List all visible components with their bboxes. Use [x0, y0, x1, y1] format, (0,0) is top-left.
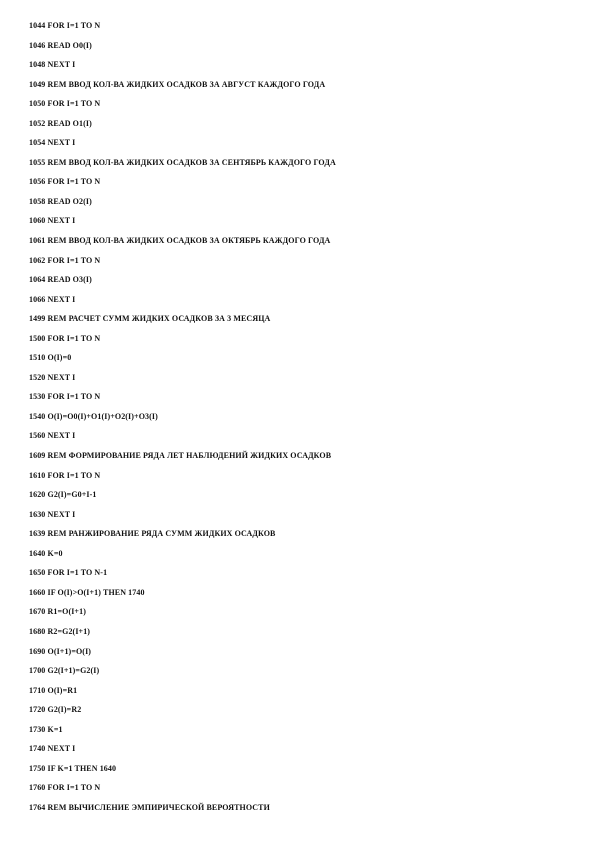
code-line: 1640 K=0: [29, 548, 63, 558]
code-line: 1670 R1=O(I+1): [29, 607, 86, 617]
code-line: 1062 FOR I=1 TO N: [29, 255, 101, 265]
code-line: 1499 REM РАСЧЕТ СУММ ЖИДКИХ ОСАДКОВ ЗА 3 МЕСЯЦА: [29, 314, 271, 324]
code-line: 1750 IF K=1 THEN 1640: [29, 763, 117, 773]
code-line: 1058 READ O2(I): [29, 196, 92, 206]
code-line: 1520 NEXT I: [29, 372, 76, 382]
code-line: 1560 NEXT I: [29, 431, 76, 441]
code-line: 1046 READ O0(I): [29, 40, 92, 50]
basic-code-listing: [29, 16, 336, 817]
code-line: 1660 IF O(I)>O(I+1) THEN 1740: [29, 587, 145, 597]
code-line: 1730 K=1: [29, 724, 63, 734]
code-line: 1650 FOR I=1 TO N-1: [29, 568, 108, 578]
code-line: 1050 FOR I=1 TO N: [29, 99, 101, 109]
code-line: 1540 O(I)=O0(I)+O1(I)+O2(I)+O3(I): [29, 411, 158, 421]
code-line: 1048 NEXT I: [29, 60, 76, 70]
code-line: 1500 FOR I=1 TO N: [29, 333, 101, 343]
code-line: 1530 FOR I=1 TO N: [29, 392, 101, 402]
code-line: 1609 REM ФОРМИРОВАНИЕ РЯДА ЛЕТ НАБЛЮДЕНИЙ ЖИДКИХ ОСАДКОВ: [29, 451, 332, 461]
code-line: 1061 REM ВВОД КОЛ-ВА ЖИДКИХ ОСАДКОВ ЗА ОКТЯБРЬ КАЖДОГО ГОДА: [29, 236, 331, 246]
code-line: 1764 REM ВЫЧИСЛЕНИЕ ЭМПИРИЧЕСКОЙ ВЕРОЯТНОСТИ: [29, 802, 270, 812]
code-line: 1630 NEXT I: [29, 509, 76, 519]
code-line: 1049 REM ВВОД КОЛ-ВА ЖИДКИХ ОСАДКОВ ЗА АВГУСТ КАЖДОГО ГОДА: [29, 79, 326, 89]
code-line: 1760 FOR I=1 TO N: [29, 783, 101, 793]
code-line: 1056 FOR I=1 TO N: [29, 177, 101, 187]
code-line: 1510 O(I)=0: [29, 353, 72, 363]
code-line: 1710 O(I)=R1: [29, 685, 78, 695]
code-line: 1054 NEXT I: [29, 138, 76, 148]
code-line: 1680 R2=G2(I+1): [29, 626, 91, 636]
code-line: 1639 REM РАНЖИРОВАНИЕ РЯДА СУММ ЖИДКИХ ОСАДКОВ: [29, 529, 276, 539]
code-line: 1064 READ O3(I): [29, 275, 92, 285]
code-line: 1620 G2(I)=G0+I-1: [29, 490, 97, 500]
code-line: 1690 O(I+1)=O(I): [29, 646, 92, 656]
code-line: 1066 NEXT I: [29, 294, 76, 304]
code-line: 1055 REM ВВОД КОЛ-ВА ЖИДКИХ ОСАДКОВ ЗА СЕНТЯБРЬ КАЖДОГО ГОДА: [29, 157, 336, 167]
code-line: 1052 READ O1(I): [29, 118, 92, 128]
code-line: 1720 G2(I)=R2: [29, 705, 82, 715]
code-line: 1700 G2(I+1)=G2(I): [29, 666, 100, 676]
code-line: 1044 FOR I=1 TO N: [29, 21, 101, 30]
code-line: 1060 NEXT I: [29, 216, 76, 226]
code-line: 1740 NEXT I: [29, 744, 76, 754]
code-line: 1610 FOR I=1 TO N: [29, 470, 101, 480]
